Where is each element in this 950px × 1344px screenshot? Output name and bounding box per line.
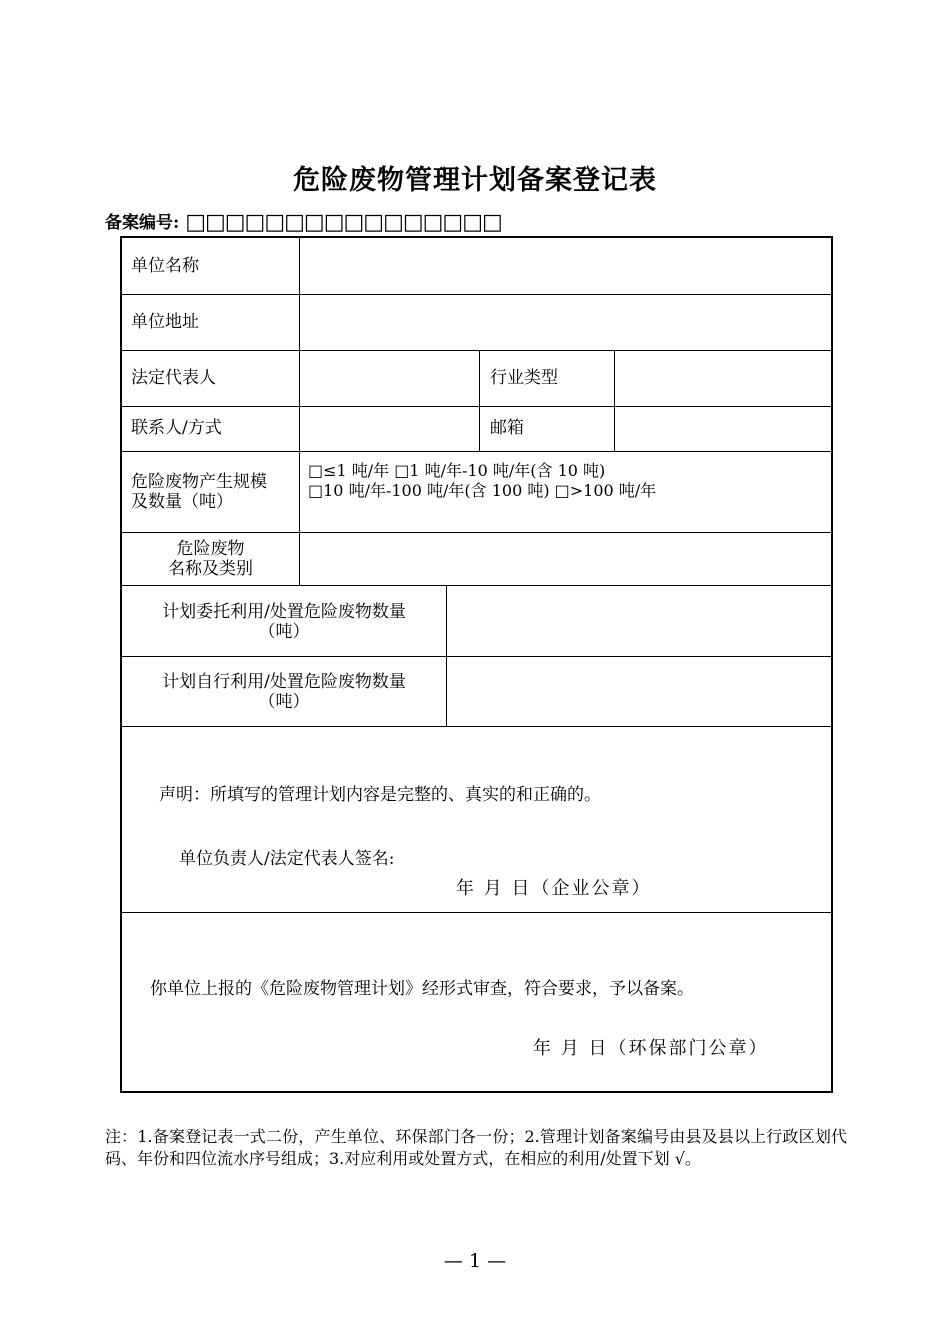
signature-label[interactable]: 单位负责人/法定代表人签名: [179, 849, 395, 869]
entrust-label [122, 602, 446, 642]
industry-type-field[interactable] [615, 351, 831, 406]
contact-label: 联系人/方式 [131, 418, 222, 438]
waste-name-label-line: 名称及类别 [168, 559, 253, 579]
waste-name-field[interactable] [300, 533, 831, 585]
approval-date: 年 月 日（环保部门公章） [533, 1038, 769, 1059]
entrust-label-line: （吨） [258, 622, 310, 642]
scale-label-line: 危险废物产生规模 [131, 472, 267, 492]
unit-address-field[interactable] [300, 295, 831, 350]
record-number-boxes[interactable]: □□□□□□□□□□□□□□□□ [185, 210, 502, 235]
scale-option-line[interactable]: □10 吨/年-100 吨/年(含 100 吨) □>100 吨/年 [308, 481, 657, 500]
row-divider [122, 451, 831, 452]
unit-name-field[interactable] [300, 238, 831, 294]
waste-name-label [122, 539, 299, 579]
self-disposal-label [122, 672, 446, 712]
postcode-field[interactable] [615, 407, 831, 451]
scale-label-line: 及数量（吨） [131, 492, 233, 512]
declaration-text: 声明：所填写的管理计划内容是完整的、真实的和正确的。 [159, 785, 601, 805]
scale-options[interactable] [308, 461, 656, 501]
record-number-label: 备案编号: [105, 213, 180, 233]
unit-address-label: 单位地址 [131, 312, 199, 332]
scale-label [131, 472, 267, 512]
row-divider [122, 726, 831, 727]
unit-name-label: 单位名称 [131, 256, 199, 276]
entrust-label-line: 计划委托利用/处置危险废物数量 [162, 602, 406, 622]
page-number: — 1 — [443, 1250, 507, 1272]
postcode-label: 邮箱 [490, 418, 524, 438]
industry-type-label: 行业类型 [490, 368, 558, 388]
contact-field[interactable] [300, 407, 479, 451]
self-disposal-label-line: 计划自行利用/处置危险废物数量 [162, 672, 406, 692]
self-disposal-field[interactable] [447, 657, 831, 726]
scale-option-line[interactable]: □≤1 吨/年 □1 吨/年-10 吨/年(含 10 吨) [308, 461, 606, 480]
approval-text: 你单位上报的《危险废物管理计划》经形式审查，符合要求，予以备案。 [150, 979, 694, 999]
declaration-date: 年 月 日（企业公章） [456, 878, 652, 899]
form-title: 危险废物管理计划备案登记表 [293, 165, 657, 196]
self-disposal-label-line: （吨） [258, 692, 310, 712]
legal-rep-field[interactable] [300, 351, 479, 406]
waste-name-label-line: 危险废物 [176, 539, 245, 559]
legal-rep-label: 法定代表人 [131, 368, 216, 388]
registration-table [120, 236, 833, 1093]
entrust-field[interactable] [447, 586, 831, 656]
row-divider [122, 912, 831, 913]
footnote: 注：1.备案登记表一式二份，产生单位、环保部门各一份；2.管理计划备案编号由县及县以上行政区划代码、年份和四位流水序号组成；3.对应利用或处置方式，在相应的利用/处置下划 √。 [105, 1127, 847, 1168]
record-number [105, 208, 502, 235]
col-divider [479, 350, 480, 451]
